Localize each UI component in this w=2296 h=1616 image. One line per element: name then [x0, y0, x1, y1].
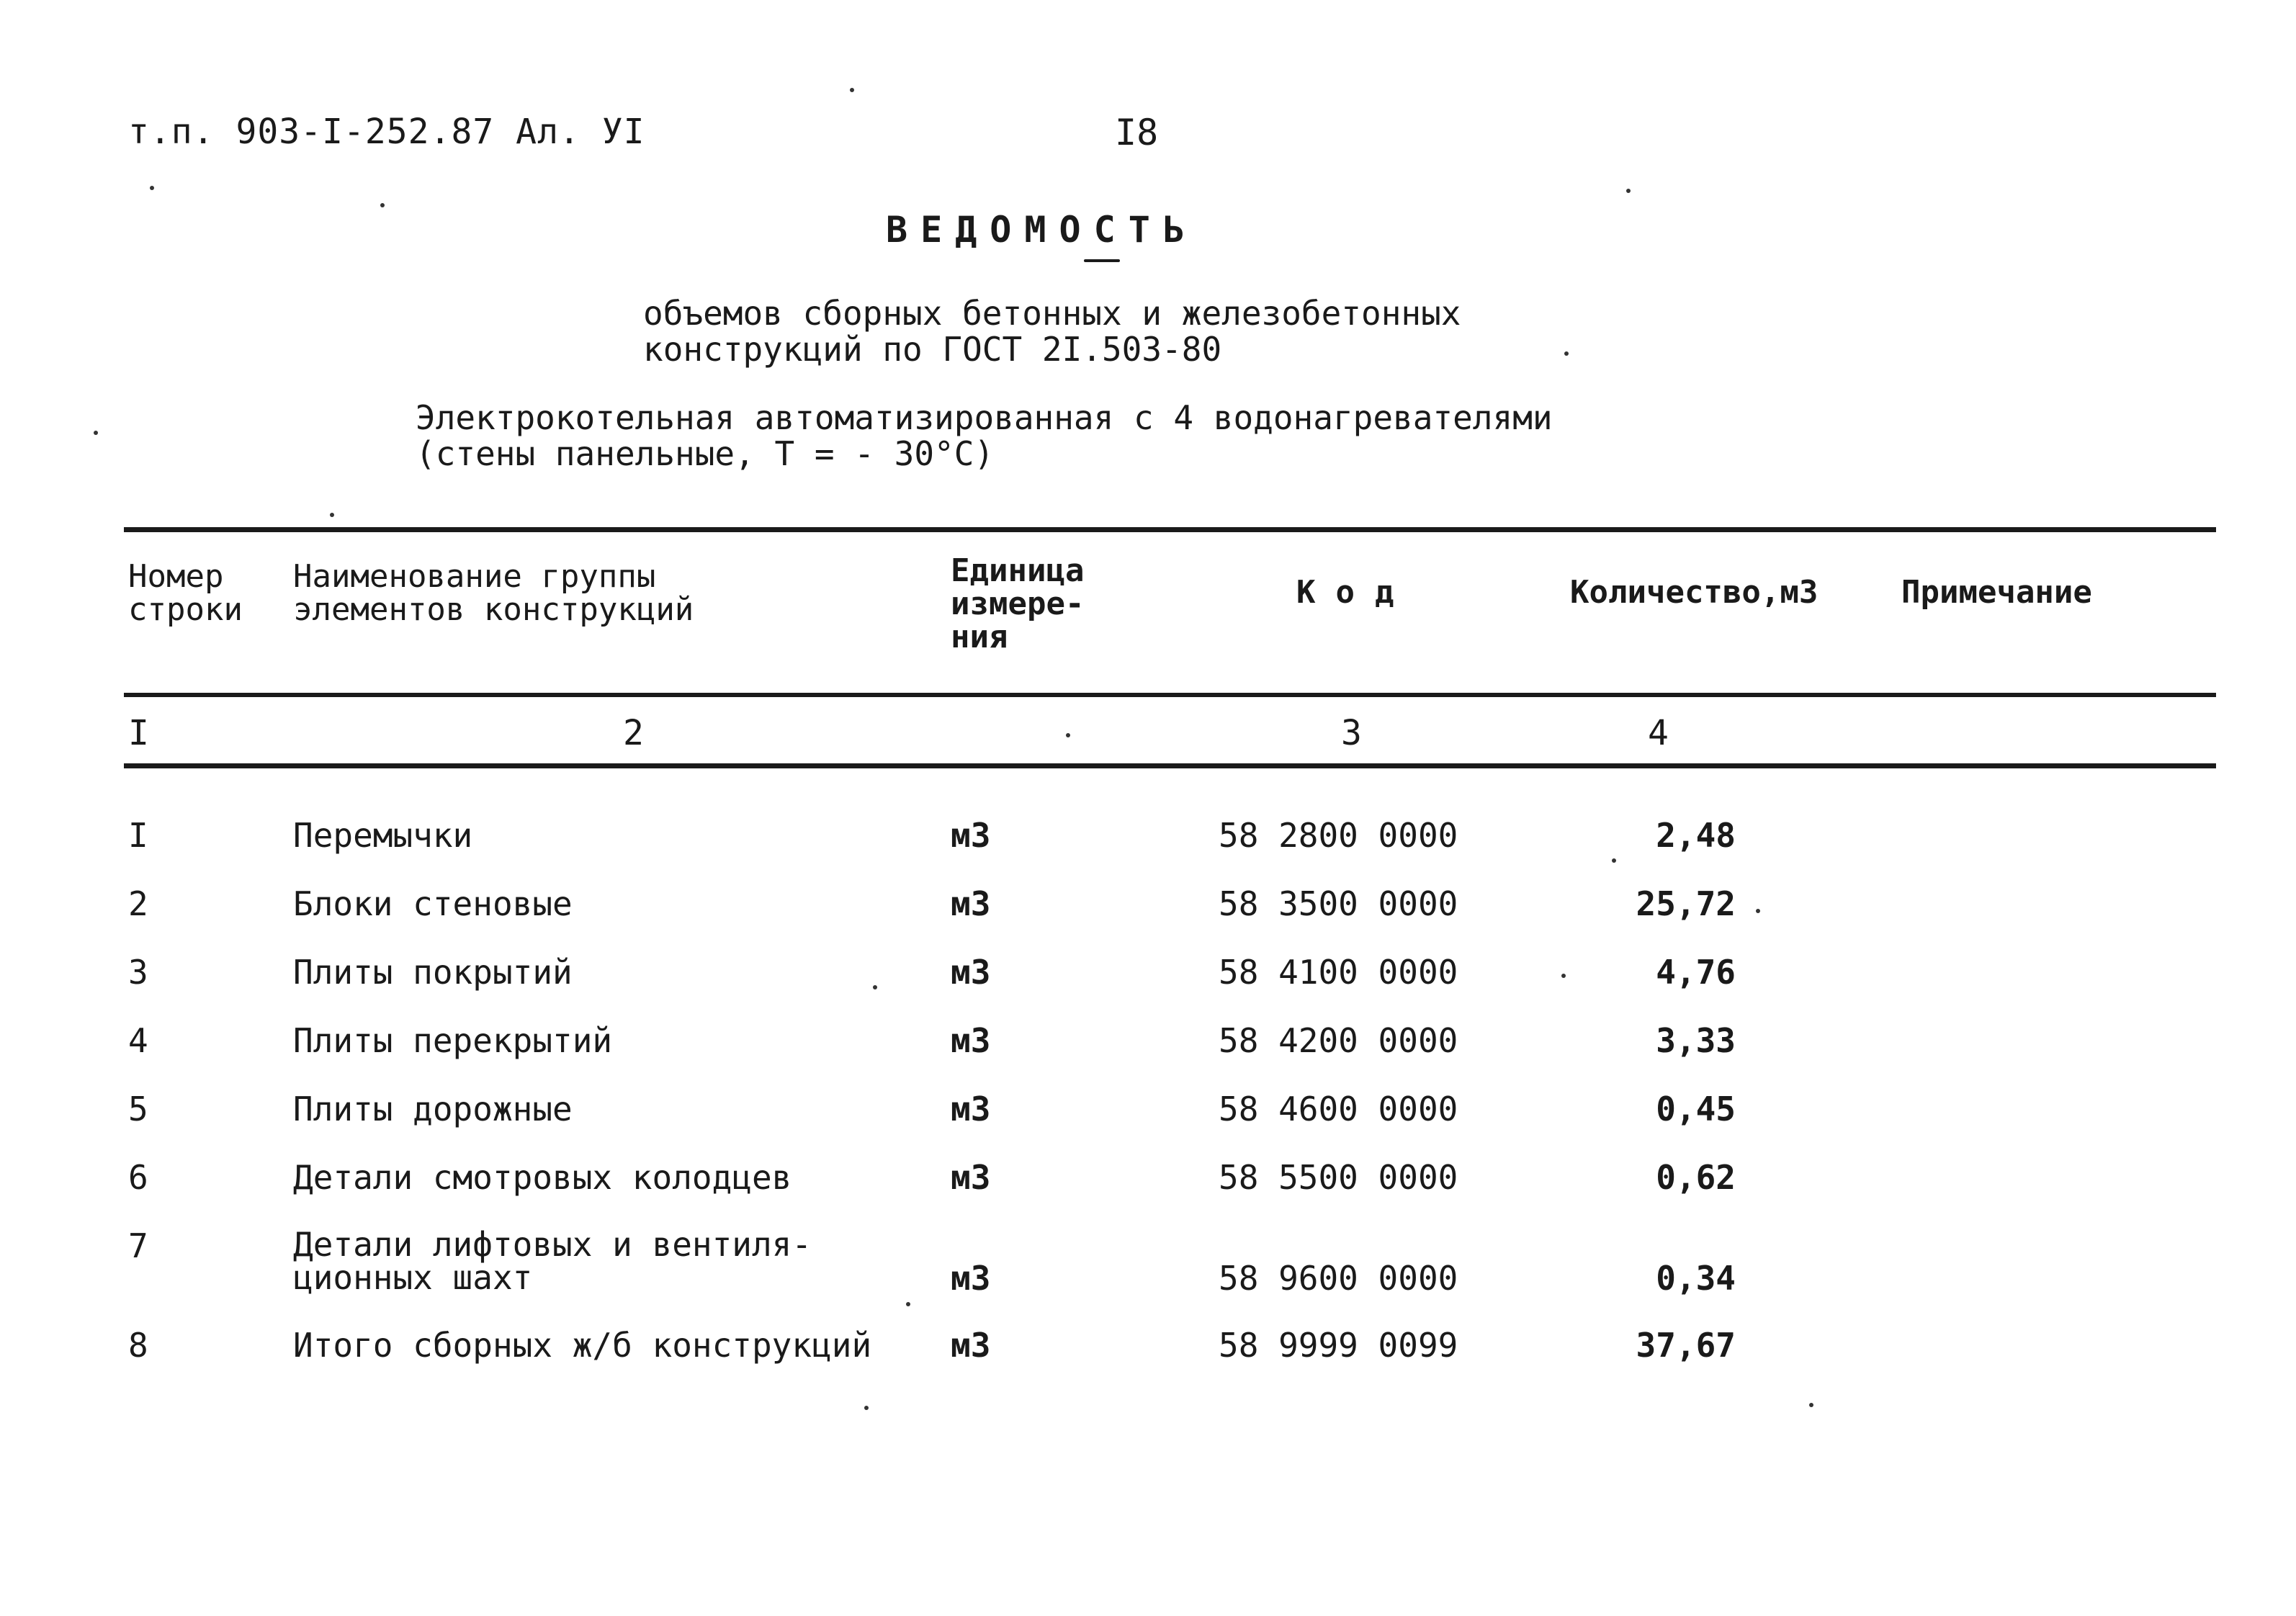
row-number: 4: [128, 1021, 148, 1060]
scan-speck: [1561, 974, 1566, 978]
row-name: Плиты покрытий: [293, 953, 573, 992]
table-row: [0, 1327, 2296, 1370]
table-row: [0, 954, 2296, 997]
column-numbers-bottom-rule: [124, 763, 2216, 768]
title-underline-mark: [1084, 259, 1120, 262]
row-number: I: [128, 816, 148, 855]
row-name: Блоки стеновые: [293, 884, 573, 923]
table-row: [0, 1159, 2296, 1203]
row-name: [293, 1225, 812, 1297]
document-subtitle: [643, 295, 1461, 367]
row-name: Итого сборных ж/б конструкций: [293, 1326, 872, 1365]
header-element-group-name: [293, 560, 694, 627]
row-number: 5: [128, 1090, 148, 1128]
row-name: Перемычки: [293, 816, 473, 855]
scan-speck: [94, 431, 98, 435]
object-description: [416, 400, 1553, 472]
scan-speck: [1626, 189, 1631, 193]
scan-speck: [1756, 909, 1760, 913]
column-number-4: 4: [1648, 713, 1669, 753]
header-bottom-rule: [124, 693, 2216, 697]
row-unit: м3: [951, 1259, 991, 1298]
header-name-line-1: Наименование группы: [293, 558, 656, 595]
table-row: [0, 1023, 2296, 1066]
row-number: 3: [128, 953, 148, 992]
row-code: 58 5500 0000: [1219, 1158, 1458, 1197]
scan-speck: [330, 513, 334, 517]
row-number: 8: [128, 1326, 148, 1365]
scan-speck: [150, 186, 154, 190]
column-number-2: 2: [623, 713, 644, 753]
header-note: Примечание: [1901, 574, 2092, 611]
header-unit-line-3: ния: [951, 619, 1008, 655]
row-code: 58 2800 0000: [1219, 816, 1458, 855]
row-code: 58 3500 0000: [1219, 884, 1458, 923]
page-number: I8: [1115, 112, 1159, 153]
row-quantity: 37,67: [1636, 1326, 1736, 1365]
row-name: Детали смотровых колодцев: [293, 1158, 792, 1197]
subtitle-line-2: конструкций по ГОСТ 2I.503-80: [643, 330, 1222, 369]
header-unit: [951, 552, 1085, 655]
table-row: [0, 817, 2296, 861]
row-quantity: 4,76: [1656, 953, 1736, 992]
row-quantity: 25,72: [1636, 884, 1736, 923]
row-code: 58 9999 0099: [1219, 1326, 1458, 1365]
header-row-number: [128, 560, 243, 627]
document-title: ВЕДОМОСТЬ: [886, 209, 1198, 251]
scan-speck: [1564, 351, 1569, 356]
scan-speck: [906, 1302, 910, 1306]
row-unit: м3: [951, 1326, 991, 1365]
row-name: Плиты дорожные: [293, 1090, 573, 1128]
row-quantity: 3,33: [1656, 1021, 1736, 1060]
row-code: 58 4600 0000: [1219, 1090, 1458, 1128]
row-number: 2: [128, 884, 148, 923]
subtitle-line-1: объемов сборных бетонных и железобетонных: [643, 294, 1461, 333]
row-name-line-2: ционных шахт: [293, 1258, 533, 1297]
table-row: [0, 1225, 2296, 1307]
row-number: 6: [128, 1158, 148, 1197]
scan-speck: [1612, 858, 1616, 863]
row-quantity: 0,62: [1656, 1158, 1736, 1197]
header-quantity: Количество,м3: [1570, 574, 1819, 611]
row-name: Плиты перекрытий: [293, 1021, 613, 1060]
row-unit: м3: [951, 953, 991, 992]
row-name-line-1: Детали лифтовых и вентиля-: [293, 1225, 812, 1264]
table-row: [0, 886, 2296, 929]
document-reference: т.п. 903-I-252.87 Ал. УI: [128, 112, 645, 152]
scan-speck: [1809, 1403, 1813, 1407]
scan-speck: [850, 88, 854, 92]
header-row-number-line-1: Номер: [128, 558, 224, 595]
row-number: 7: [128, 1226, 148, 1265]
scan-speck: [1066, 733, 1070, 737]
row-code: 58 4200 0000: [1219, 1021, 1458, 1060]
object-line-1: Электрокотельная автоматизированная с 4 водонагревателями: [416, 398, 1553, 437]
row-quantity: 2,48: [1656, 816, 1736, 855]
header-code: Код: [1296, 574, 1414, 611]
scan-speck: [380, 203, 385, 207]
scan-speck: [864, 1406, 869, 1410]
scan-speck: [873, 985, 877, 989]
row-code: 58 9600 0000: [1219, 1259, 1458, 1298]
row-unit: м3: [951, 1158, 991, 1197]
row-quantity: 0,34: [1656, 1259, 1736, 1298]
table-row: [0, 1091, 2296, 1134]
object-line-2: (стены панельные, Т = - 30°С): [416, 434, 995, 473]
row-unit: м3: [951, 1090, 991, 1128]
column-number-1: I: [128, 713, 149, 753]
header-unit-line-2: измере-: [951, 585, 1085, 622]
column-number-3: 3: [1341, 713, 1362, 753]
row-unit: м3: [951, 1021, 991, 1060]
header-name-line-2: элементов конструкций: [293, 591, 694, 628]
header-row-number-line-2: строки: [128, 591, 243, 628]
header-unit-line-1: Единица: [951, 552, 1085, 589]
table-top-rule: [124, 527, 2216, 532]
row-code: 58 4100 0000: [1219, 953, 1458, 992]
row-unit: м3: [951, 884, 991, 923]
row-quantity: 0,45: [1656, 1090, 1736, 1128]
row-unit: м3: [951, 816, 991, 855]
